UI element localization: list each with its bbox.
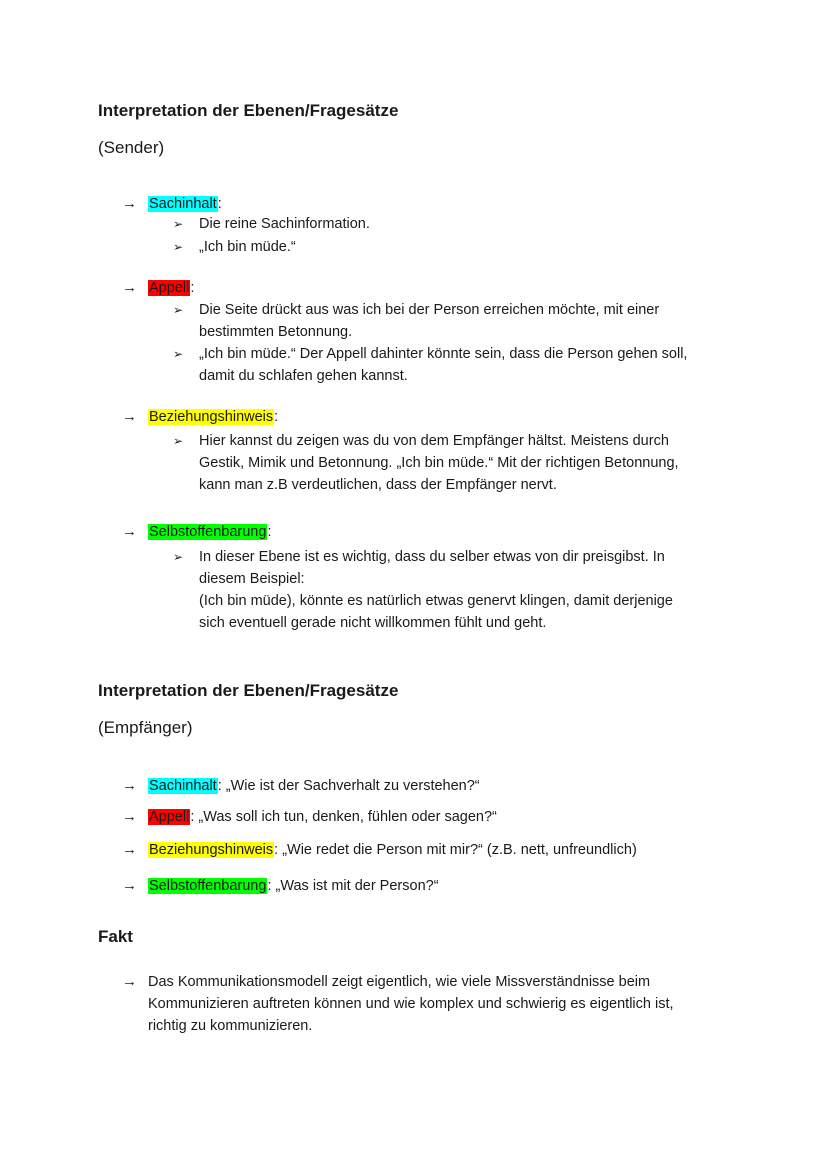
arrow-icon: → xyxy=(122,877,137,894)
beziehung-bullet-1: Hier kannst du zeigen was du von dem Empfänger hältst. Meistens durch Gestik, Mimik und Betonnung. „Ich bin müde.“ Mit der richtigen Betonnung, kann man z.B verdeutlichen, dass der Empfänger nervt. xyxy=(199,433,679,493)
appell-label: Appell xyxy=(149,280,190,296)
empfaenger-subheading: (Empfänger) xyxy=(98,718,193,737)
empfaenger-item-appell: Appell: „Was soll ich tun, denken, fühlen oder sagen?“ xyxy=(149,809,497,825)
beziehungshinweis-label: Beziehungshinweis xyxy=(149,409,274,425)
empfaenger-item-selbst: Selbstoffenbarung: „Was ist mit der Person?“ xyxy=(149,878,439,894)
empfaenger-heading: Interpretation der Ebenen/Fragesätze xyxy=(98,681,399,700)
sachinhalt-bullet-1: Die reine Sachinformation. xyxy=(199,216,370,232)
sachinhalt-bullet-2: „Ich bin müde.“ xyxy=(199,239,296,255)
bullet-icon: ➢ xyxy=(173,434,184,448)
appell-bullet-1: Die Seite drückt aus was ich bei der Person erreichen möchte, mit einer bestimmten Betonnung. xyxy=(199,302,660,340)
sender-appell-row: Appell: xyxy=(149,280,195,296)
empfaenger-item-sachinhalt: Sachinhalt: „Wie ist der Sachverhalt zu verstehen?“ xyxy=(149,778,480,794)
sender-beziehung-row: Beziehungshinweis: xyxy=(149,409,279,425)
selbst-bullet-1: In dieser Ebene ist es wichtig, dass du selber etwas von dir preisgibst. In diesem Beispiel: (Ich bin müde), könnte es natürlich etwas genervt klingen, damit derjenige sich eventuell gerade nicht willkommen fühlt und geht. xyxy=(199,549,673,631)
arrow-icon: → xyxy=(122,195,137,212)
arrow-icon: → xyxy=(122,808,137,825)
sender-subheading: (Sender) xyxy=(98,138,165,157)
arrow-icon: → xyxy=(122,523,137,540)
selbstoffenbarung-label: Selbstoffenbarung xyxy=(149,524,267,540)
bullet-icon: ➢ xyxy=(173,217,184,231)
arrow-icon: → xyxy=(122,777,137,794)
arrow-icon: → xyxy=(122,279,137,296)
arrow-icon: → xyxy=(122,841,137,858)
empfaenger-item-beziehung: Beziehungshinweis: „Wie redet die Person mit mir?“ (z.B. nett, unfreundlich) xyxy=(149,842,637,858)
sender-heading: Interpretation der Ebenen/Fragesätze xyxy=(98,101,399,120)
sender-selbst-row: Selbstoffenbarung: xyxy=(149,524,272,540)
bullet-icon: ➢ xyxy=(173,240,184,254)
bullet-icon: ➢ xyxy=(173,303,184,317)
sachinhalt-label: Sachinhalt xyxy=(149,196,217,212)
fakt-heading: Fakt xyxy=(98,927,133,946)
arrow-icon: → xyxy=(122,408,137,425)
arrow-icon: → xyxy=(122,973,137,990)
appell-bullet-2: „Ich bin müde.“ Der Appell dahinter könnte sein, dass die Person gehen soll, damit du schlafen gehen kannst. xyxy=(199,346,688,384)
bullet-icon: ➢ xyxy=(173,347,184,361)
sender-sachinhalt-row: Sachinhalt: xyxy=(149,196,222,212)
bullet-icon: ➢ xyxy=(173,550,184,564)
fakt-text: Das Kommunikationsmodell zeigt eigentlich, wie viele Missverständnisse beim Kommunizieren auftreten können und wie komplex und schwierig es eigentlich ist, richtig zu kommunizieren. xyxy=(148,974,674,1034)
